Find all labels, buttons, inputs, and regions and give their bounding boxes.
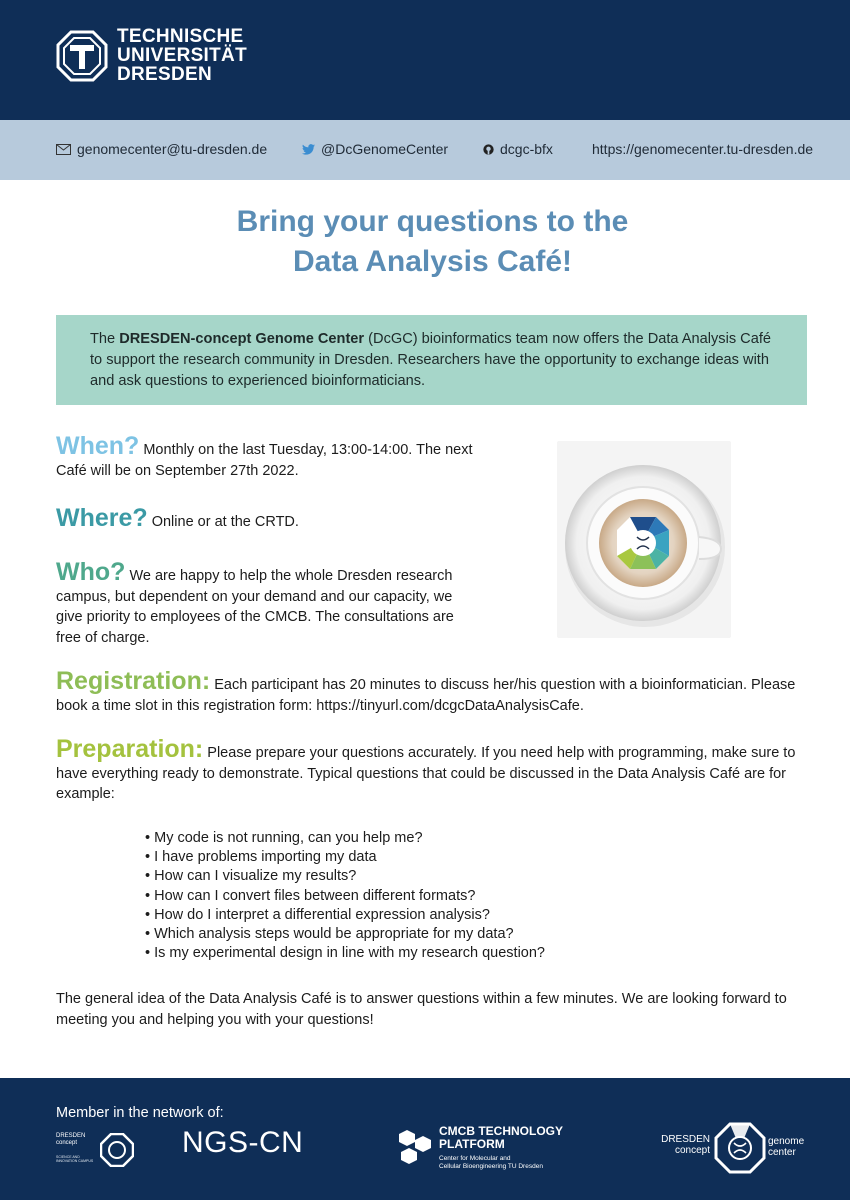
footer xyxy=(0,1078,850,1200)
when-text: Monthly on the last Tuesday, 13:00-14:00. The next Café will be on September 27th 2022. xyxy=(56,442,473,479)
list-item: • Which analysis steps would be appropriate for my data? xyxy=(145,925,545,944)
list-item: • I have problems importing my data xyxy=(145,848,545,867)
preparation-text: Please prepare your questions accurately. If you need help with programming, make sure to have everything ready to demonstrate. Typical questions that could be discussed in the Data Analysis Café are for example: xyxy=(56,745,796,802)
genome-center-right-text xyxy=(768,1136,804,1158)
website-contact[interactable] xyxy=(592,141,813,157)
intro-org-name: DRESDEN-concept Genome Center xyxy=(119,331,365,347)
genome-center-word: DRESDEN xyxy=(661,1134,710,1145)
website-link[interactable]: https://genomecenter.tu-dresden.de xyxy=(592,141,814,157)
where-section xyxy=(56,504,476,533)
cmcb-hexagon-icon xyxy=(395,1128,435,1168)
dresden-concept-word: concept xyxy=(56,1140,78,1146)
preparation-heading: Preparation: xyxy=(56,735,204,763)
preparation-section xyxy=(56,735,816,805)
intro-text: (DcGC) bioinformatics team now offers the Data Analysis Café to support the research community in Dresden. Researchers have the opportunity to exchange ideas with and ask questions to experienced bioinformaticians. xyxy=(90,331,772,389)
tud-logo-icon xyxy=(56,30,108,82)
list-item: • Is my experimental design in line with my research question? xyxy=(145,944,545,963)
genome-center-word: genome xyxy=(768,1136,805,1147)
genome-center-left-text xyxy=(660,1134,710,1156)
github-contact[interactable] xyxy=(483,141,553,157)
ngs-cn-logo: NGS-CN xyxy=(182,1126,304,1159)
genome-center-icon xyxy=(714,1122,766,1174)
where-text: Online or at the CRTD. xyxy=(147,514,299,530)
list-item: • How do I interpret a differential expression analysis? xyxy=(145,906,545,925)
twitter-contact[interactable] xyxy=(302,141,448,157)
university-name-line: UNIVERSITÄT xyxy=(117,45,247,66)
registration-section xyxy=(56,667,816,716)
genome-center-word: concept xyxy=(674,1145,710,1156)
list-item: • How can I visualize my results? xyxy=(145,867,545,886)
contact-bar xyxy=(0,120,850,180)
cmcb-title-line: PLATFORM xyxy=(439,1136,505,1151)
cmcb-title-line: CMCB TECHNOLOGY xyxy=(439,1124,563,1138)
when-heading: When? xyxy=(56,432,140,460)
when-section xyxy=(56,432,476,481)
cmcb-subtitle-line: Cellular Bioengineering TU Dresden xyxy=(439,1162,543,1170)
title-line: Bring your questions to the xyxy=(236,205,629,238)
registration-heading: Registration: xyxy=(56,667,211,695)
github-link[interactable]: dcgc-bfx xyxy=(500,141,553,157)
dresden-concept-word: DRESDEN xyxy=(56,1133,86,1139)
genome-center-word: center xyxy=(768,1147,796,1158)
closing-paragraph: The general idea of the Data Analysis Café is to answer questions within a few minutes. We are looking forward to meeting you and helping you with your questions! xyxy=(56,991,787,1028)
dresden-concept-icon xyxy=(100,1133,134,1167)
list-item: • How can I convert files between different formats? xyxy=(145,887,545,906)
genome-center-logo xyxy=(660,1122,810,1182)
dresden-concept-tagline: SCIENCE AND INNOVATION CAMPUS xyxy=(56,1155,94,1163)
who-section xyxy=(56,558,481,648)
title-line: Data Analysis Café! xyxy=(293,245,572,278)
example-questions-list xyxy=(145,829,545,963)
cmcb-title xyxy=(439,1125,563,1150)
member-label: Member in the network of: xyxy=(56,1105,224,1121)
email-link[interactable]: genomecenter@tu-dresden.de xyxy=(77,141,268,157)
where-heading: Where? xyxy=(56,504,148,532)
coffee-cup-icon xyxy=(557,441,731,638)
twitter-link[interactable]: @DcGenomeCenter xyxy=(321,141,449,157)
dresden-concept-wordmark xyxy=(56,1133,85,1147)
who-text: We are happy to help the whole Dresden research campus, but dependent on your demand and our capacity, we give priority to employees of the CMCB. The consultations are free of charge. xyxy=(56,568,454,646)
university-header xyxy=(0,0,850,120)
twitter-icon xyxy=(302,144,315,155)
university-name-line: DRESDEN xyxy=(117,64,213,85)
page-title xyxy=(0,202,850,282)
dresden-concept-logo xyxy=(56,1131,136,1171)
envelope-icon xyxy=(56,144,71,155)
list-item: • My code is not running, can you help me? xyxy=(145,829,545,848)
cmcb-subtitle-line: Center for Molecular and xyxy=(439,1155,511,1162)
email-contact[interactable] xyxy=(56,141,267,157)
cmcb-subtitle xyxy=(439,1155,543,1170)
intro-box xyxy=(56,315,807,405)
coffee-cup-image xyxy=(557,441,731,638)
intro-text: The xyxy=(90,331,120,347)
registration-text: Each participant has 20 minutes to discuss her/his question with a bioinformatician. Please book a time slot in this registration form: https://tinyurl.com/dcgcDataAnalysisCafe. xyxy=(56,677,796,714)
cmcb-logo xyxy=(395,1124,585,1178)
github-icon xyxy=(483,144,494,155)
university-name-line: TECHNISCHE xyxy=(117,26,244,47)
who-heading: Who? xyxy=(56,558,126,586)
university-name xyxy=(117,27,247,84)
